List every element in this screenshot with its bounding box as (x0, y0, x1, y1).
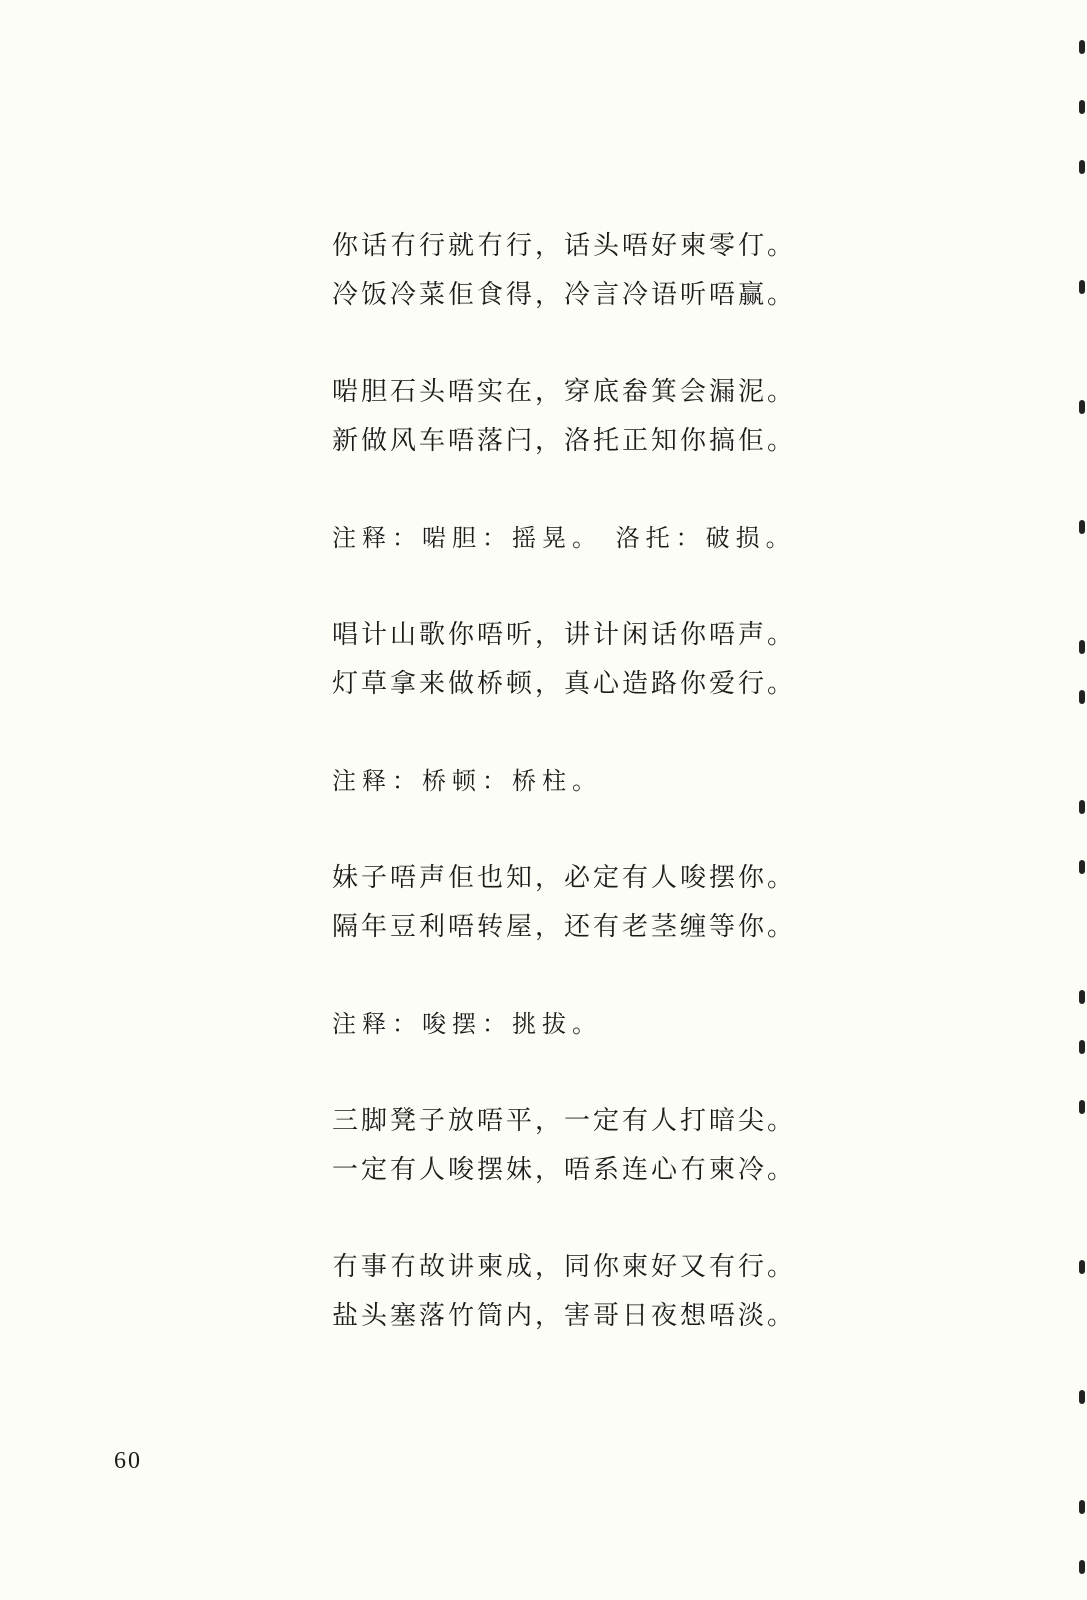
binding-edge-marks (1075, 0, 1087, 1600)
stanza-6 (332, 1243, 852, 1341)
binding-mark (1079, 860, 1085, 874)
lyric-line: 三脚凳子放唔平，一定有人打暗尖。 (332, 1106, 797, 1136)
lyric-line: 冷饭冷菜佢食得，冷言冷语听唔赢。 (332, 280, 797, 310)
lyric-line: 你话冇行就冇行，话头唔好柬零仃。 (332, 231, 797, 261)
binding-mark (1079, 160, 1085, 174)
stanza-2 (332, 368, 852, 466)
binding-mark (1079, 520, 1085, 534)
lyric-line: 啱胆石头唔实在，穿底畚箕会漏泥。 (332, 377, 797, 407)
binding-mark (1079, 40, 1085, 54)
page-number: 60 (114, 1448, 142, 1474)
binding-mark (1079, 1390, 1085, 1404)
song-lyrics-body (332, 222, 852, 1341)
lyric-line: 冇事冇故讲柬成，同你柬好又有行。 (332, 1252, 797, 1282)
stanza-5 (332, 1097, 852, 1195)
lyric-line: 隔年豆利唔转屋，还有老茎缠等你。 (332, 912, 797, 942)
binding-mark (1079, 690, 1085, 704)
binding-mark (1079, 100, 1085, 114)
binding-mark (1079, 800, 1085, 814)
annotation-note: 注释：啱胆：摇晃。 洛托：破损。 (332, 524, 796, 552)
lyric-line: 唱计山歌你唔听，讲计闲话你唔声。 (332, 620, 797, 650)
binding-mark (1079, 280, 1085, 294)
lyric-line: 妹子唔声佢也知，必定有人唆摆你。 (332, 863, 797, 893)
stanza-3 (332, 611, 852, 709)
binding-mark (1079, 1500, 1085, 1514)
lyric-line: 盐头塞落竹筒内，害哥日夜想唔淡。 (332, 1301, 797, 1331)
stanza-1 (332, 222, 852, 320)
binding-mark (1079, 1040, 1085, 1054)
lyric-line: 新做风车唔落闩，洛托正知你搞佢。 (332, 426, 797, 456)
binding-mark (1079, 1260, 1085, 1274)
lyric-line: 一定有人唆摆妹，唔系连心冇柬冷。 (332, 1155, 797, 1185)
stanza-4 (332, 854, 852, 952)
binding-mark (1079, 640, 1085, 654)
binding-mark (1079, 990, 1085, 1004)
binding-mark (1079, 1560, 1085, 1574)
annotation-note: 注释：桥顿：桥柱。 (332, 767, 602, 795)
lyric-line: 灯草拿来做桥顿，真心造路你爱行。 (332, 669, 797, 699)
binding-mark (1079, 1100, 1085, 1114)
annotation-note: 注释：唆摆：挑拔。 (332, 1010, 602, 1038)
binding-mark (1079, 400, 1085, 414)
